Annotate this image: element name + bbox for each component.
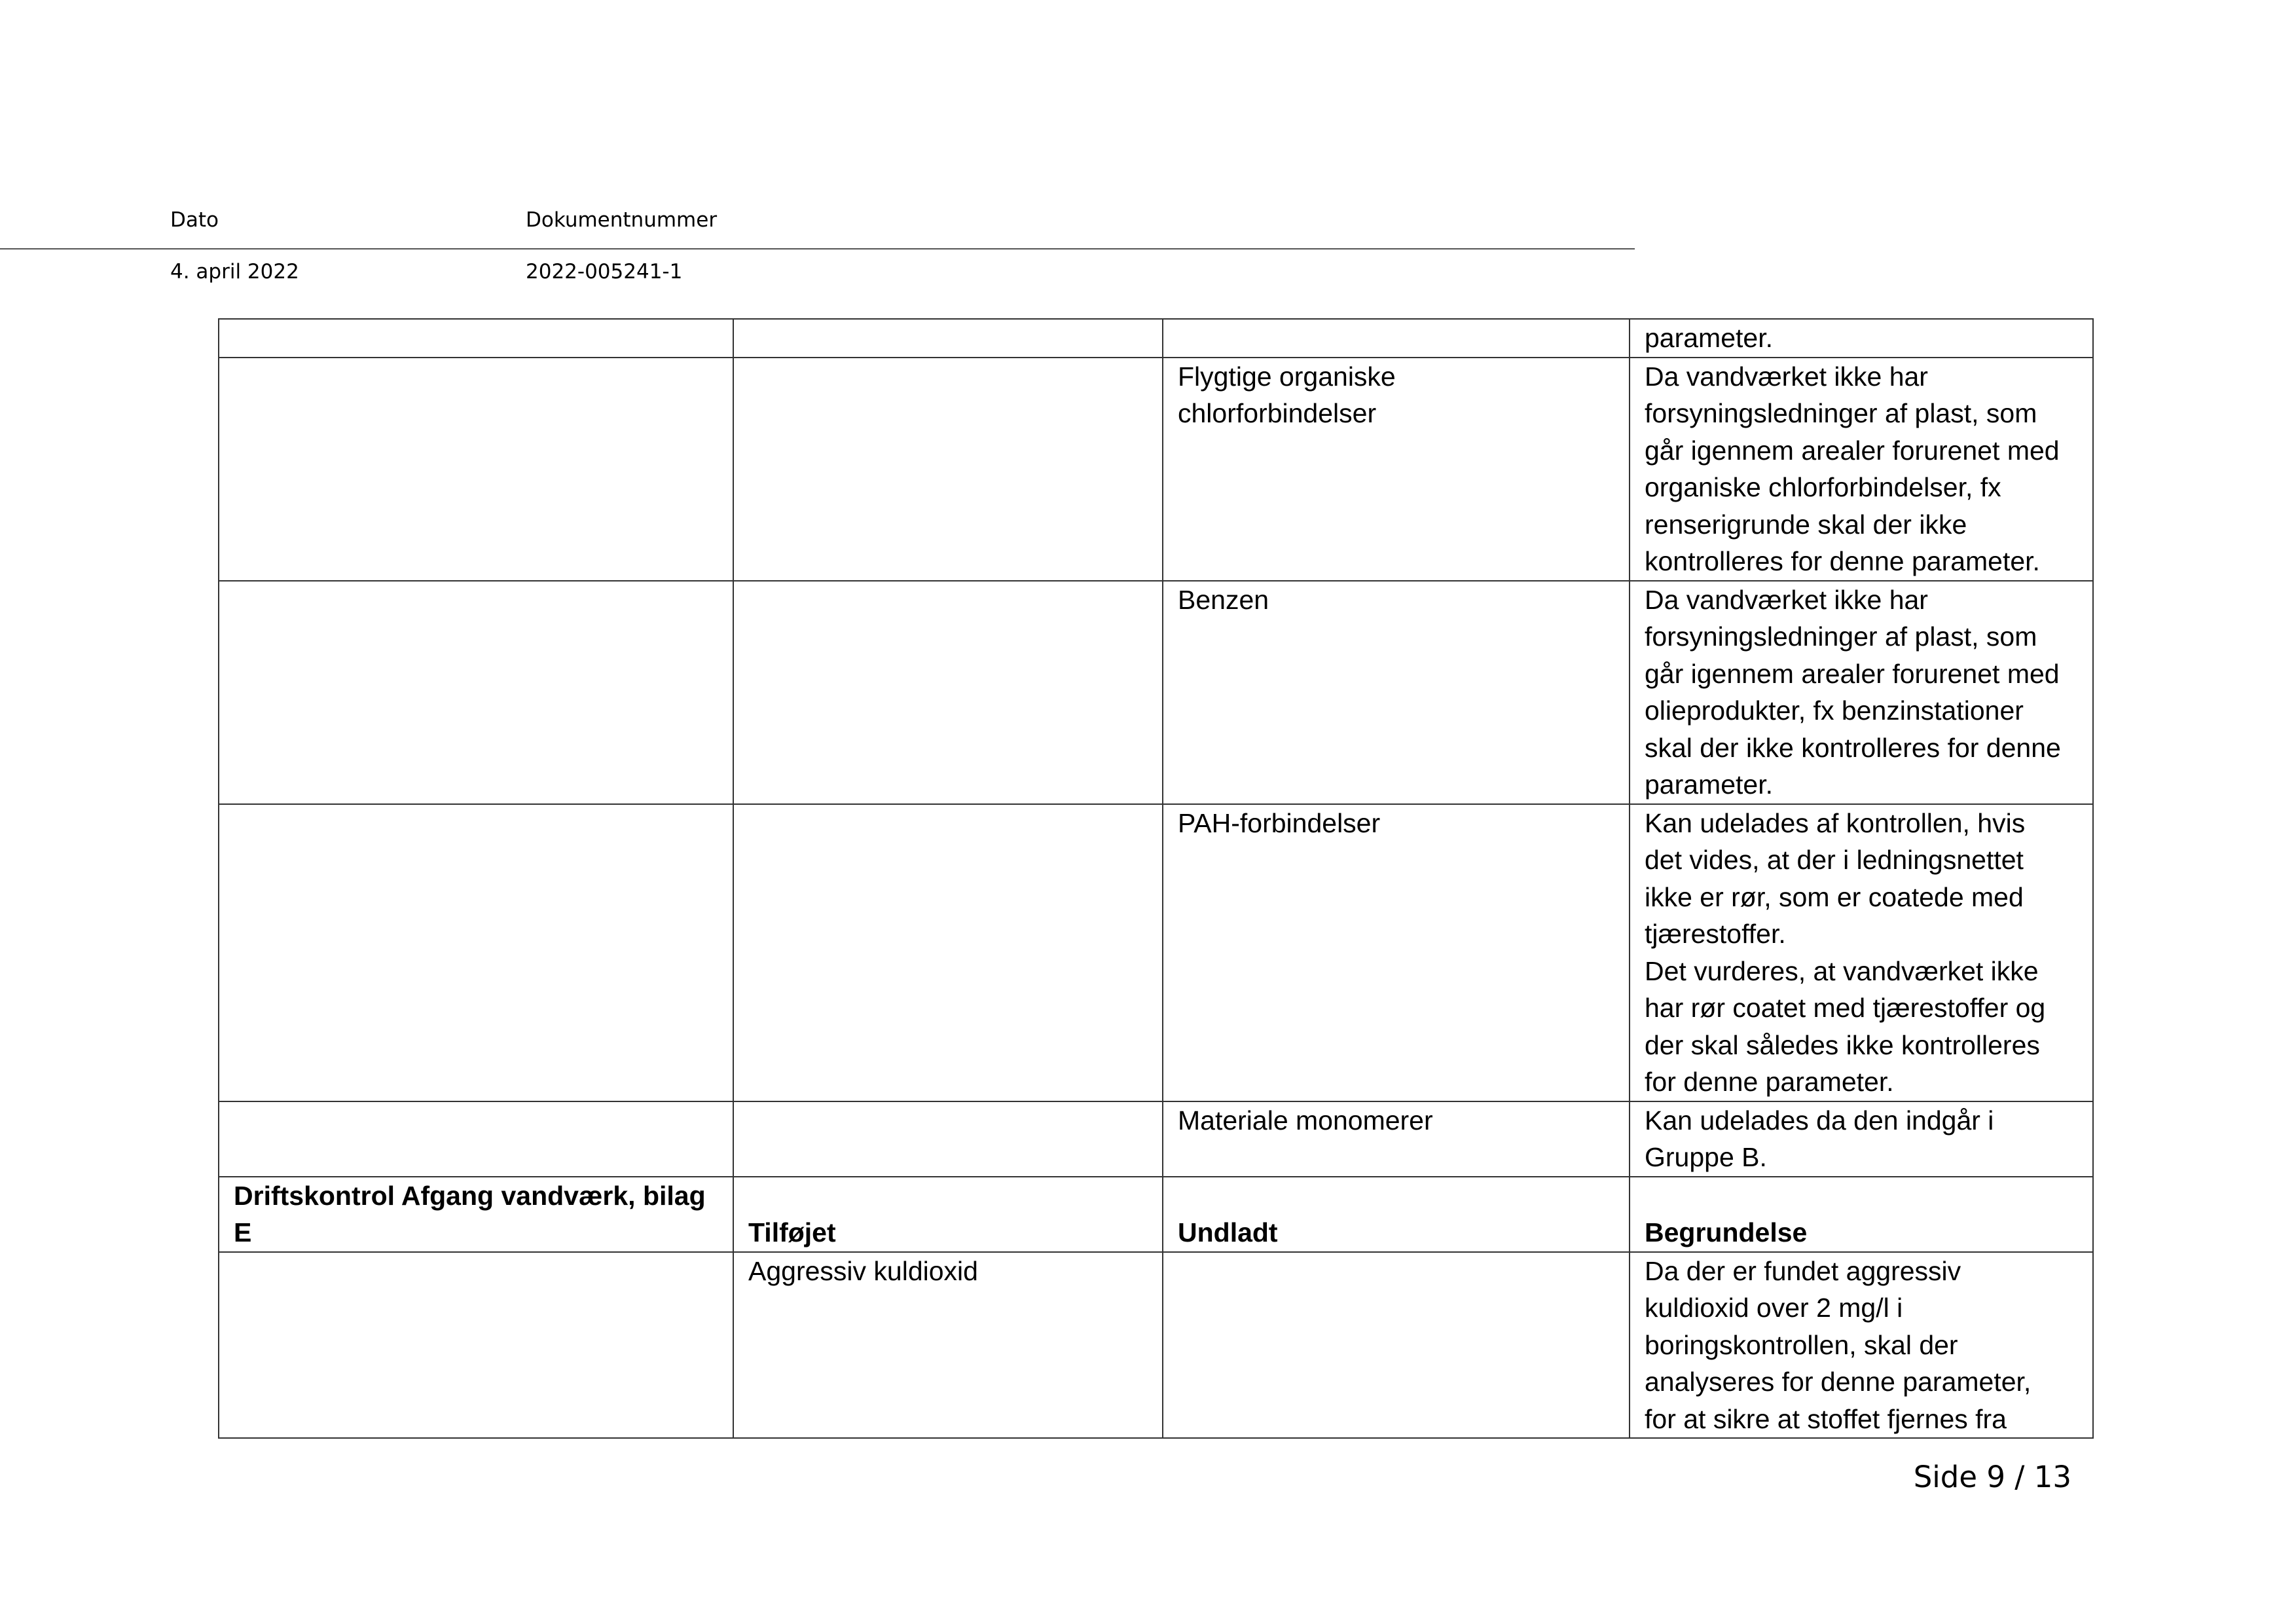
table-cell bbox=[219, 581, 733, 804]
table-cell bbox=[733, 804, 1163, 1101]
parameter-cell: Benzen bbox=[1163, 581, 1630, 804]
table-row bbox=[219, 1101, 2093, 1177]
reason-cell: Da vandværket ikke har forsyningsledninger af plast, som går igennem arealer forurenet med olieprodukter, fx benzinstationer skal der ikke kontrolleres for denne parameter. bbox=[1630, 581, 2093, 804]
parameter-cell: Flygtige organiske chlorforbindelser bbox=[1163, 358, 1630, 581]
table-row bbox=[219, 358, 2093, 581]
control-parameters-table bbox=[218, 318, 2094, 1439]
parameter-cell: PAH-forbindelser bbox=[1163, 804, 1630, 1101]
column-header-added: Tilføjet bbox=[733, 1177, 1163, 1252]
page-number: Side 9 / 13 bbox=[1913, 1460, 2071, 1494]
table-cell bbox=[219, 358, 733, 581]
date-label: Dato bbox=[170, 208, 219, 232]
reason-cell: Kan udelades af kontrollen, hvis det vides, at der i ledningsnettet ikke er rør, som er coatede med tjærestoffer. Det vurderes, at vandværket ikke har rør coatet med tjærestoffer og der skal således ikke kontrolleres for denne parameter. bbox=[1630, 804, 2093, 1101]
column-header-reason: Begrundelse bbox=[1630, 1177, 2093, 1252]
parameter-cell: Aggressiv kuldioxid bbox=[733, 1252, 1163, 1439]
reason-cell: parameter. bbox=[1630, 319, 2093, 358]
section-title: Driftskontrol Afgang vandværk, bilag E bbox=[219, 1177, 733, 1252]
document-number-value: 2022-005241-1 bbox=[526, 260, 683, 284]
header-divider bbox=[0, 248, 1635, 249]
parameter-cell: Materiale monomerer bbox=[1163, 1101, 1630, 1177]
section-header-row bbox=[219, 1177, 2093, 1252]
table-cell bbox=[733, 581, 1163, 804]
table-cell bbox=[219, 804, 733, 1101]
date-value: 4. april 2022 bbox=[170, 260, 299, 284]
table-cell bbox=[733, 319, 1163, 358]
reason-cell: Da der er fundet aggressiv kuldioxid over 2 mg/l i boringskontrollen, skal der analyseres for denne parameter, for at sikre at stoffet fjernes fra bbox=[1630, 1252, 2093, 1439]
table-cell bbox=[219, 1252, 733, 1439]
table-row bbox=[219, 1252, 2093, 1439]
reason-cell: Kan udelades da den indgår i Gruppe B. bbox=[1630, 1101, 2093, 1177]
column-header-omitted: Undladt bbox=[1163, 1177, 1630, 1252]
table-cell bbox=[1163, 1252, 1630, 1439]
table-row bbox=[219, 581, 2093, 804]
table-cell bbox=[1163, 319, 1630, 358]
table-cell bbox=[219, 319, 733, 358]
reason-cell: Da vandværket ikke har forsyningsledninger af plast, som går igennem arealer forurenet med organiske chlorforbindelser, fx renserigrunde skal der ikke kontrolleres for denne parameter. bbox=[1630, 358, 2093, 581]
document-number-label: Dokumentnummer bbox=[526, 208, 718, 232]
table-cell bbox=[219, 1101, 733, 1177]
table-row bbox=[219, 319, 2093, 358]
table-row bbox=[219, 804, 2093, 1101]
table-cell bbox=[733, 1101, 1163, 1177]
table-cell bbox=[733, 358, 1163, 581]
